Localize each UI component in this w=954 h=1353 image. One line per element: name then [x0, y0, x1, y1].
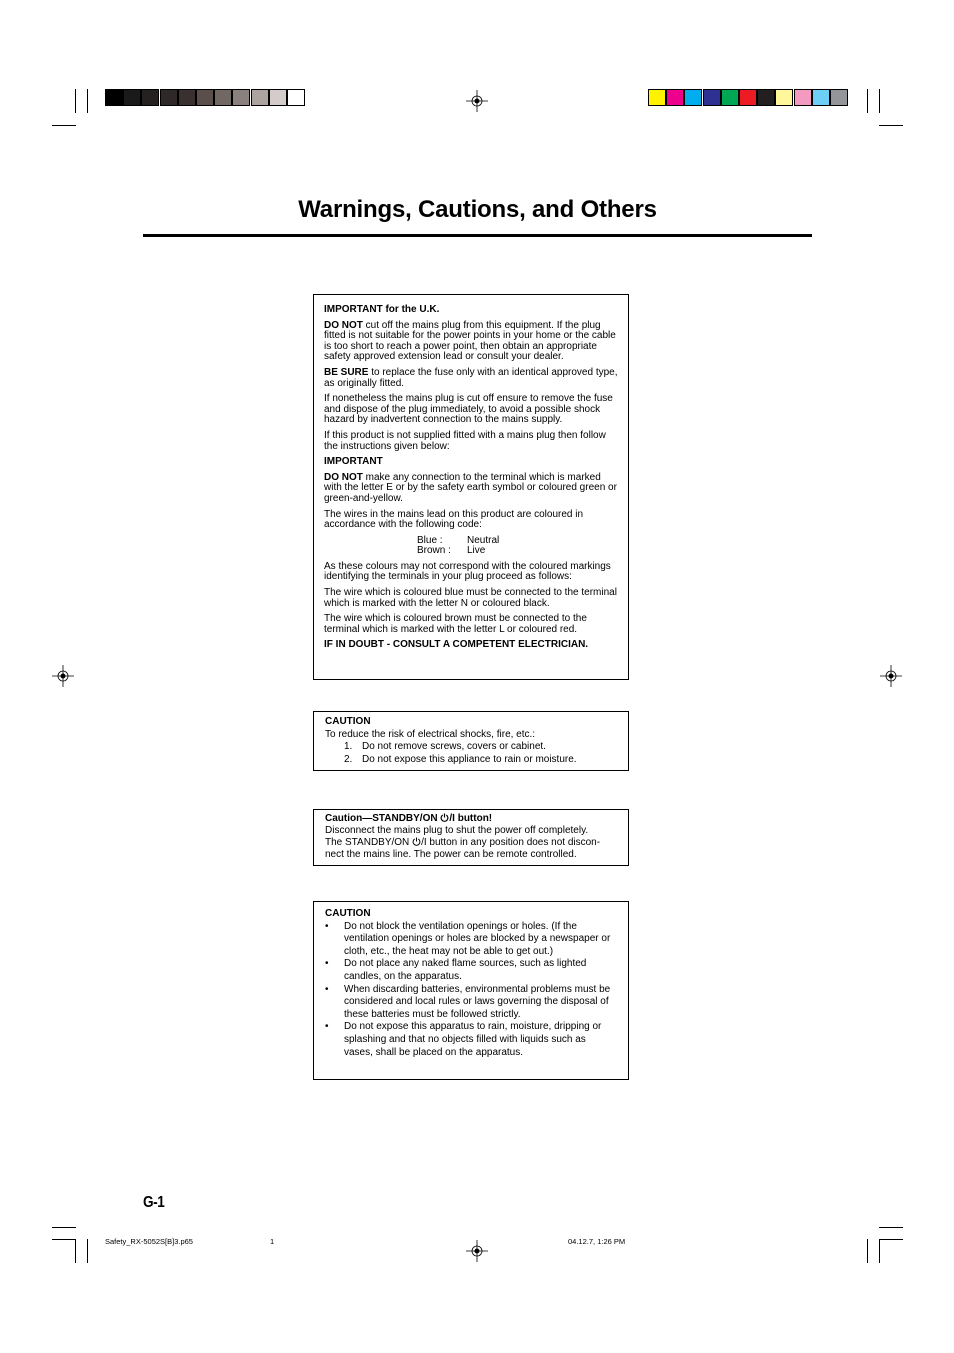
list-item — [325, 754, 618, 767]
color-swatch — [794, 89, 812, 106]
registration-mark-icon — [466, 1240, 488, 1262]
title-rule — [143, 234, 812, 237]
list-item — [325, 741, 618, 754]
wire-color: Blue : — [417, 534, 443, 546]
standby-line — [325, 837, 618, 849]
item-text: Do not expose this apparatus to rain, moisture, dripping or splashing and that no objects filled with liquids such as vases, shall be placed on the apparatus. — [344, 1021, 602, 1058]
bullet: • — [325, 958, 329, 970]
caution-heading: CAUTION — [325, 716, 371, 727]
color-swatch — [666, 89, 684, 106]
color-swatch — [684, 89, 702, 106]
registration-mark-icon — [466, 90, 488, 112]
crop-mark — [75, 89, 76, 113]
color-swatch — [830, 89, 848, 106]
item-number: 1. — [344, 741, 353, 752]
uk-paragraph — [324, 321, 620, 363]
emphasis: DO NOT — [324, 319, 363, 331]
emphasis: BE SURE — [324, 366, 369, 378]
color-swatch — [739, 89, 757, 106]
crop-mark — [867, 1239, 868, 1263]
power-icon — [412, 837, 421, 846]
registration-mark-icon — [880, 665, 902, 687]
item-text: Do not block the ventilation openings or holes. (If the ventilation openings or holes are blocked by a newspaper or cloth, etc., the heat may not be able to get out.) — [344, 920, 611, 957]
gray-swatch — [232, 89, 250, 106]
paragraph-text: to replace the fuse only with an identical approved type, as originally fitted. — [324, 366, 618, 389]
crop-mark — [87, 1239, 88, 1263]
uk-paragraph — [324, 473, 620, 505]
heading-text: /I button! — [449, 813, 493, 824]
gray-swatch — [105, 89, 123, 106]
item-text: When discarding batteries, environmental problems must be considered and local rules or laws governing the disposal of these batteries must be followed strictly. — [344, 983, 611, 1020]
crop-mark — [87, 89, 88, 113]
uk-paragraph: If nonetheless the mains plug is cut off ensure to remove the fuse and dispose of the plug immediately, to avoid a possible shock hazard by inadvertent connection to the mains supply. — [324, 393, 613, 426]
page-number: G-1 — [143, 1194, 165, 1211]
uk-paragraph: The wire which is coloured brown must be connected to the terminal which is marked with the letter L or coloured red. — [324, 613, 587, 635]
registration-mark-icon — [52, 665, 74, 687]
caution-box — [313, 901, 629, 1080]
color-swatch — [703, 89, 721, 106]
footer-filename: Safety_RX-5052S[B]3.p65 — [105, 1237, 193, 1246]
uk-paragraph: The wire which is coloured blue must be connected to the terminal which is marked with the letter N or coloured black. — [324, 587, 617, 609]
list-item — [325, 958, 616, 983]
standby-line: nect the mains line. The power can be remote controlled. — [325, 849, 577, 860]
item-number: 2. — [344, 753, 353, 765]
gray-swatch — [196, 89, 214, 106]
important-heading: IMPORTANT — [324, 456, 383, 468]
gray-swatch — [123, 89, 141, 106]
uk-paragraph: The wires in the mains lead on this product are coloured in accordance with the following code: — [324, 508, 584, 531]
crop-mark — [879, 125, 903, 126]
uk-paragraph: As these colours may not correspond with the coloured markings identifying the terminals in your plug proceed as follows: — [324, 560, 611, 583]
crop-mark — [867, 89, 868, 113]
uk-paragraph: If this product is not supplied fitted with a mains plug then follow the instructions given below: — [324, 429, 606, 452]
wire-role: Live — [467, 545, 486, 557]
gray-swatch — [160, 89, 178, 106]
uk-closing: IF IN DOUBT - CONSULT A COMPETENT ELECTRICIAN. — [324, 639, 589, 651]
item-text: Do not expose this appliance to rain or moisture. — [362, 753, 577, 765]
crop-mark — [879, 1239, 880, 1263]
footer-page: 1 — [270, 1237, 275, 1246]
wire-color-table — [417, 536, 620, 557]
crop-mark — [879, 1239, 903, 1240]
item-text: Do not place any naked flame sources, such as lighted candles, on the apparatus. — [344, 958, 587, 982]
gray-swatch — [178, 89, 196, 106]
crop-mark — [75, 1239, 76, 1263]
footer-date: 04.12.7, 1:26 PM — [568, 1237, 626, 1246]
bullet: • — [325, 1021, 329, 1033]
color-swatch — [812, 89, 830, 106]
uk-important-box — [313, 294, 629, 680]
item-text: Do not remove screws, covers or cabinet. — [362, 741, 546, 752]
standby-heading — [325, 813, 618, 825]
caution-box — [313, 711, 629, 771]
bullet: • — [325, 983, 329, 995]
uk-heading: IMPORTANT for the U.K. — [324, 304, 440, 315]
crop-mark — [879, 1227, 903, 1228]
gray-swatch — [269, 89, 287, 106]
color-swatch — [721, 89, 739, 106]
list-item — [325, 984, 616, 1022]
crop-mark — [52, 125, 76, 126]
standby-caution-box — [313, 809, 629, 866]
wire-role: Neutral — [467, 534, 500, 546]
wire-color-row — [417, 546, 620, 557]
caution-heading: CAUTION — [325, 908, 371, 919]
heading-text: Caution—STANDBY/ON — [325, 813, 441, 824]
gray-swatch — [214, 89, 232, 106]
color-swatch — [757, 89, 775, 106]
emphasis: DO NOT — [324, 471, 363, 483]
color-swatch — [775, 89, 793, 106]
wire-color: Brown : — [417, 545, 451, 557]
gray-swatch — [141, 89, 159, 106]
crop-mark — [52, 1239, 76, 1240]
uk-paragraph — [324, 368, 620, 389]
paragraph-text: cut off the mains plug from this equipment. If the plug fitted is not suitable for the power points in your home or the cable is too short to reach a power point, then obtain an appropriate safety approved extension lead or consult your dealer. — [324, 319, 616, 363]
gray-swatch — [287, 89, 305, 106]
list-item — [325, 1021, 616, 1059]
standby-line: Disconnect the mains plug to shut the power off completely. — [325, 825, 589, 836]
paragraph-text: make any connection to the terminal which is marked with the letter E or by the safety earth symbol or coloured green or green-and-yellow. — [324, 471, 617, 504]
gray-swatch — [251, 89, 269, 106]
crop-mark — [52, 1227, 76, 1228]
list-item — [325, 921, 616, 959]
crop-mark — [879, 89, 880, 113]
color-swatch — [648, 89, 666, 106]
bullet: • — [325, 920, 329, 932]
page-title: Warnings, Cautions, and Others — [298, 196, 657, 223]
line-text: /I button in any position does not discon- — [421, 837, 601, 848]
caution-intro: To reduce the risk of electrical shocks, fire, etc.: — [325, 728, 536, 740]
line-text: The STANDBY/ON — [325, 837, 413, 848]
